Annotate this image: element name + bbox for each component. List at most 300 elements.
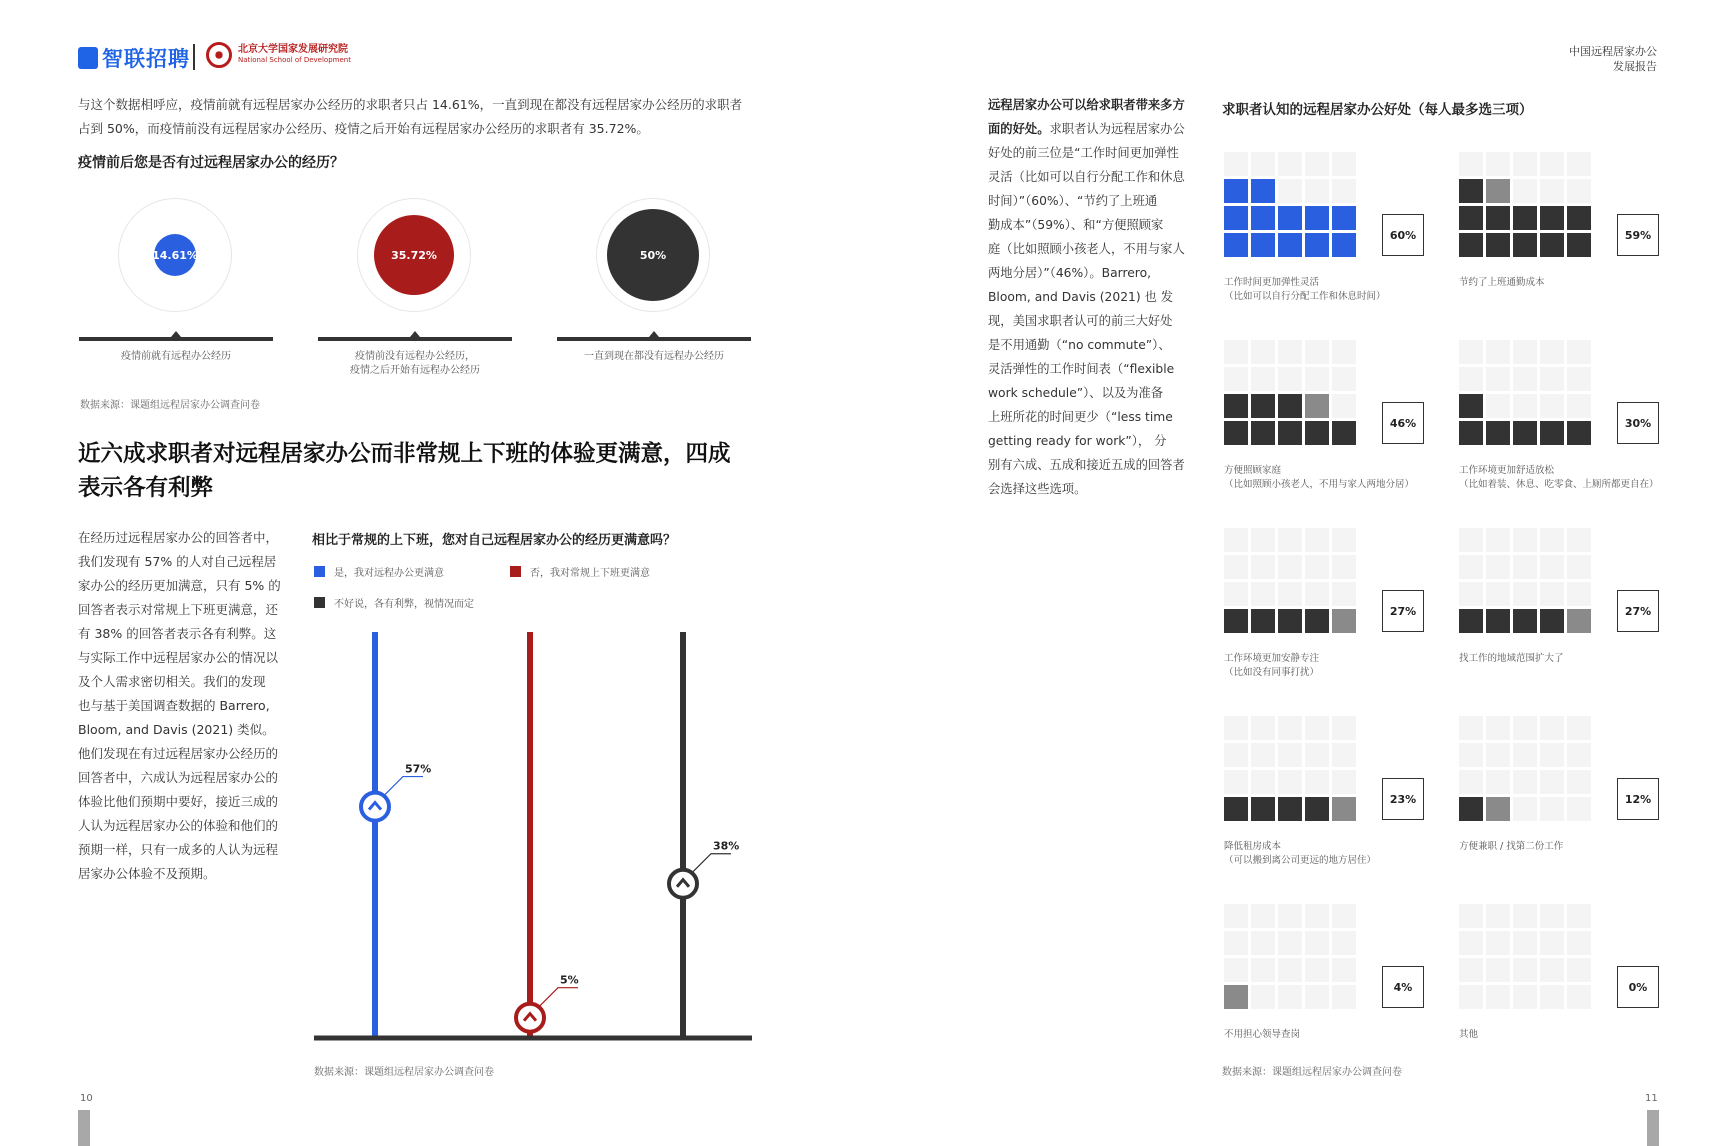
waffle-grid xyxy=(1224,528,1356,633)
waffle-cell xyxy=(1513,340,1537,364)
chart-leader-line xyxy=(540,988,578,1006)
waffle-cell xyxy=(1332,555,1356,579)
waffle-cell xyxy=(1278,958,1302,982)
body-line xyxy=(988,165,1193,189)
waffle-cell xyxy=(1459,716,1483,740)
waffle-cell xyxy=(1513,367,1537,391)
waffle-cell xyxy=(1305,797,1329,821)
pku-logo-cn: 北京大学国家发展研究院 xyxy=(238,44,348,55)
circle-stat-label-line: 疫情前没有远程办公经历， xyxy=(355,351,475,362)
waffle-cell xyxy=(1567,609,1591,633)
waffle-cell xyxy=(1540,743,1564,767)
body-line xyxy=(988,309,1193,333)
waffle-grid xyxy=(1459,716,1591,821)
circle-stat-fill xyxy=(154,234,196,276)
waffle-cell xyxy=(1332,797,1356,821)
waffle-cell xyxy=(1332,152,1356,176)
body-line-text: 勤成本”（59%）、和“方便照顾家 xyxy=(988,218,1164,232)
waffle-cell xyxy=(1278,528,1302,552)
waffle-percentage: 46% xyxy=(1382,402,1424,444)
waffle-cell xyxy=(1486,770,1510,794)
waffle-cell xyxy=(1486,394,1510,418)
legend-label: 是，我对远程办公更满意 xyxy=(334,568,444,579)
circle-stat-fill xyxy=(607,209,699,301)
waffle-percentage: 12% xyxy=(1617,778,1659,820)
waffle-cell xyxy=(1540,609,1564,633)
body-line: 回答者中，六成认为远程居家办公的 xyxy=(78,770,279,785)
circle-stat-1 xyxy=(357,198,471,312)
waffle-cell xyxy=(1567,394,1591,418)
waffle-cell xyxy=(1486,743,1510,767)
circle-stat-label-line: 疫情之后开始有远程办公经历 xyxy=(350,365,480,376)
waffle-cell xyxy=(1513,958,1537,982)
chart-value-label: 38% xyxy=(713,839,740,853)
waffle-cell xyxy=(1278,770,1302,794)
waffle-cell xyxy=(1251,743,1275,767)
waffle-cell xyxy=(1567,421,1591,445)
body-line: 预期一样，只有一成多的人认为远程 xyxy=(78,842,279,857)
waffle-cell xyxy=(1305,555,1329,579)
waffle-cell xyxy=(1278,904,1302,928)
waffle-cell xyxy=(1224,528,1248,552)
waffle-cell xyxy=(1513,716,1537,740)
waffle-cell xyxy=(1251,152,1275,176)
waffle-cell xyxy=(1278,233,1302,257)
waffle-cell xyxy=(1224,233,1248,257)
body-text-right xyxy=(988,93,1193,501)
body-line xyxy=(988,381,1193,405)
waffle-cell xyxy=(1459,340,1483,364)
waffle-cell xyxy=(1486,958,1510,982)
waffle-cell xyxy=(1251,797,1275,821)
waffle-cell xyxy=(1332,179,1356,203)
waffle-cell xyxy=(1224,206,1248,230)
body-line: 也与基于美国调查数据的 Barrero, xyxy=(78,698,270,713)
waffle-label xyxy=(1224,464,1414,492)
waffle-cell xyxy=(1332,931,1356,955)
body-line-text: 上班所花的时间更少（“less time xyxy=(988,410,1173,424)
waffle-cell xyxy=(1513,985,1537,1009)
intro-line: 占到 50%，而疫情前没有远程居家办公经历、疫情之后开始有远程居家办公经历的求职者有 35.72%。 xyxy=(78,121,649,136)
waffle-cell xyxy=(1332,340,1356,364)
waffle-cell xyxy=(1224,770,1248,794)
waffle-cell xyxy=(1305,743,1329,767)
waffle-cell xyxy=(1305,394,1329,418)
waffle-cell xyxy=(1459,528,1483,552)
waffle-percentage: 30% xyxy=(1617,402,1659,444)
body-line: 人认为远程居家办公的体验和他们的 xyxy=(78,818,279,833)
waffle-cell xyxy=(1459,958,1483,982)
waffle-cell xyxy=(1540,797,1564,821)
body-line: Bloom, and Davis (2021) 类似。 xyxy=(78,722,275,737)
waffle-cell xyxy=(1567,931,1591,955)
waffle-cell xyxy=(1278,931,1302,955)
waffle-cell xyxy=(1251,528,1275,552)
waffle-cell xyxy=(1486,797,1510,821)
waffle-cell xyxy=(1540,394,1564,418)
body-line xyxy=(988,141,1193,165)
waffle-cell xyxy=(1567,555,1591,579)
waffle-cell xyxy=(1540,985,1564,1009)
waffle-label-line: 方便兼职 / 找第二份工作 xyxy=(1459,841,1564,852)
waffle-cell xyxy=(1459,152,1483,176)
waffle-cell xyxy=(1251,716,1275,740)
waffle-cell xyxy=(1305,904,1329,928)
waffle-cell xyxy=(1567,743,1591,767)
waffle-cell xyxy=(1332,743,1356,767)
waffle-cell xyxy=(1224,797,1248,821)
satisfaction-chart xyxy=(300,620,770,1050)
body-line-text: 别有六成、五成和接近五成的回答者 xyxy=(988,458,1185,472)
waffle-cell xyxy=(1224,904,1248,928)
waffle-cell xyxy=(1540,340,1564,364)
waffle-cell xyxy=(1305,367,1329,391)
waffle-cell xyxy=(1540,904,1564,928)
waffle-label-line: 工作环境更加安静专注 xyxy=(1224,653,1320,664)
body-line: 家办公的经历更加满意，只有 5% 的 xyxy=(78,578,281,593)
body-line xyxy=(988,333,1193,357)
waffle-cell xyxy=(1459,179,1483,203)
waffle-label-line: 其他 xyxy=(1459,1029,1479,1040)
waffle-cell xyxy=(1513,609,1537,633)
pku-seal-icon xyxy=(206,42,232,68)
circle-stat-value: 14.61% xyxy=(152,248,198,262)
page-number-left: 10 xyxy=(80,1093,93,1104)
waffle-label-line: 不用担心领导查岗 xyxy=(1224,1029,1301,1040)
waffle-cell xyxy=(1486,528,1510,552)
waffle-cell xyxy=(1332,233,1356,257)
body-line: 我们发现有 57% 的人对自己远程居 xyxy=(78,554,277,569)
waffle-cell xyxy=(1224,340,1248,364)
waffle-cell xyxy=(1305,770,1329,794)
pku-logo-en: National School of Development xyxy=(238,56,351,64)
waffle-cell xyxy=(1540,931,1564,955)
body-line-text: 现，美国求职者认可的前三大好处 xyxy=(988,314,1173,328)
circle-stat-baseline xyxy=(557,337,751,341)
body-line xyxy=(988,189,1193,213)
waffle-cell xyxy=(1305,985,1329,1009)
chart-leader-line xyxy=(385,777,423,795)
waffle-cell xyxy=(1459,743,1483,767)
chart-leader-line xyxy=(693,854,731,872)
waffle-cell xyxy=(1567,179,1591,203)
waffle-cell xyxy=(1486,904,1510,928)
body-line xyxy=(988,93,1193,117)
body-line: 与实际工作中远程居家办公的情况以 xyxy=(78,650,279,665)
waffle-label xyxy=(1459,652,1564,666)
section-heading xyxy=(78,437,768,505)
section-heading-line: 表示各有利弊 xyxy=(78,475,214,501)
waffle-cell xyxy=(1278,582,1302,606)
waffle-cell xyxy=(1224,743,1248,767)
report-title-line1: 中国远程居家办公 xyxy=(1569,45,1657,58)
waffle-cell xyxy=(1332,609,1356,633)
section-heading-line: 近六成求职者对远程居家办公而非常规上下班的体验更满意，四成 xyxy=(78,441,731,467)
chart-marker xyxy=(361,793,389,821)
waffle-grid xyxy=(1224,340,1356,445)
waffle-cell xyxy=(1540,528,1564,552)
waffle-cell xyxy=(1278,985,1302,1009)
waffle-label-line: 降低租房成本 xyxy=(1224,841,1282,852)
waffle-label-line: （比如没有同事打扰） xyxy=(1224,667,1320,678)
page-number-right: 11 xyxy=(1645,1093,1658,1104)
waffle-cell xyxy=(1278,555,1302,579)
waffle-cell xyxy=(1540,958,1564,982)
waffle-cell xyxy=(1251,206,1275,230)
waffle-cell xyxy=(1305,528,1329,552)
waffle-cell xyxy=(1305,152,1329,176)
waffle-cell xyxy=(1224,716,1248,740)
waffle-percentage: 27% xyxy=(1382,590,1424,632)
waffle-grid xyxy=(1459,528,1591,633)
waffle-cell xyxy=(1332,770,1356,794)
body-line-text: getting ready for work”）， 分 xyxy=(988,434,1167,448)
waffle-cell xyxy=(1224,931,1248,955)
waffle-cell xyxy=(1459,206,1483,230)
waffle-cell xyxy=(1513,152,1537,176)
waffle-cell xyxy=(1332,421,1356,445)
waffle-cell xyxy=(1567,233,1591,257)
body-line xyxy=(988,213,1193,237)
waffle-grid xyxy=(1459,340,1591,445)
body-line: 他们发现在有过远程居家办公经历的 xyxy=(78,746,279,761)
waffle-percentage: 60% xyxy=(1382,214,1424,256)
body-line xyxy=(988,357,1193,381)
report-title-line2: 发展报告 xyxy=(1613,60,1657,73)
body-line xyxy=(988,261,1193,285)
waffle-cell xyxy=(1305,716,1329,740)
waffle-label xyxy=(1459,1028,1478,1042)
waffle-cell xyxy=(1332,582,1356,606)
waffle-cell xyxy=(1567,152,1591,176)
waffle-cell xyxy=(1513,233,1537,257)
waffle-cell xyxy=(1251,609,1275,633)
circle-stat-label xyxy=(315,350,515,378)
waffle-cell xyxy=(1305,233,1329,257)
body-line-text: 时间）”（60%）、“节约了上班通 xyxy=(988,194,1158,208)
waffle-cell xyxy=(1332,985,1356,1009)
body-line-text: 两地分居）”（46%）。Barrero, xyxy=(988,266,1152,280)
waffle-cell xyxy=(1278,179,1302,203)
legend-swatch xyxy=(510,566,521,577)
waffle-grid xyxy=(1224,152,1356,257)
page-marker-right xyxy=(1647,1110,1659,1146)
waffle-cell xyxy=(1224,985,1248,1009)
waffle-cell xyxy=(1251,958,1275,982)
waffle-cell xyxy=(1486,206,1510,230)
waffle-cell xyxy=(1251,367,1275,391)
body-line: 居家办公体验不及预期。 xyxy=(78,866,216,881)
waffle-label xyxy=(1459,276,1545,290)
body-line-text: 会选择这些选项。 xyxy=(988,482,1087,496)
waffle-cell xyxy=(1459,985,1483,1009)
waffle-cell xyxy=(1278,797,1302,821)
waffle-cell xyxy=(1513,528,1537,552)
waffle-label-line: （比如着装、休息、吃零食、上厕所都更自在） xyxy=(1459,479,1659,490)
waffle-cell xyxy=(1278,367,1302,391)
body-line xyxy=(988,237,1193,261)
circle-stat-value: 50% xyxy=(639,248,667,262)
waffle-cell xyxy=(1224,152,1248,176)
waffle-cell xyxy=(1513,770,1537,794)
waffle-cell xyxy=(1251,179,1275,203)
waffle-cell xyxy=(1513,743,1537,767)
waffle-cell xyxy=(1567,797,1591,821)
circle-stat-label-line: 一直到现在都没有远程办公经历 xyxy=(584,351,724,362)
waffle-cell xyxy=(1486,421,1510,445)
waffle-cell xyxy=(1251,421,1275,445)
chart-value-label: 5% xyxy=(560,973,579,987)
waffle-cell xyxy=(1540,555,1564,579)
circle-stat-label xyxy=(554,350,754,364)
body-line xyxy=(988,285,1193,309)
waffle-cell xyxy=(1459,904,1483,928)
waffle-cell xyxy=(1332,904,1356,928)
body-line xyxy=(988,405,1193,429)
data-source-3: 数据来源：课题组远程居家办公调查问卷 xyxy=(1222,1067,1402,1078)
waffle-percentage: 23% xyxy=(1382,778,1424,820)
waffle-cell xyxy=(1486,582,1510,606)
waffle-cell xyxy=(1278,609,1302,633)
circle-stat-2 xyxy=(596,198,710,312)
waffle-cell xyxy=(1305,609,1329,633)
waffle-cell xyxy=(1224,582,1248,606)
waffle-cell xyxy=(1251,340,1275,364)
legend-item-neutral xyxy=(314,595,474,610)
waffle-cell xyxy=(1278,421,1302,445)
data-source-1: 数据来源：课题组远程居家办公调查问卷 xyxy=(80,400,260,411)
waffle-cell xyxy=(1567,528,1591,552)
waffle-cell xyxy=(1332,206,1356,230)
waffle-cell xyxy=(1486,367,1510,391)
waffle-percentage: 27% xyxy=(1617,590,1659,632)
waffle-cell xyxy=(1513,179,1537,203)
waffle-cell xyxy=(1332,367,1356,391)
waffle-label xyxy=(1459,464,1659,492)
legend-label: 否，我对常规上下班更满意 xyxy=(530,568,650,579)
waffle-grid xyxy=(1224,716,1356,821)
logo-divider xyxy=(193,44,195,70)
body-line: 回答者表示对常规上下班更满意，还 xyxy=(78,602,279,617)
waffle-cell xyxy=(1459,609,1483,633)
waffle-cell xyxy=(1513,904,1537,928)
waffle-cell xyxy=(1224,609,1248,633)
waffle-cell xyxy=(1224,394,1248,418)
intro-line: 与这个数据相呼应，疫情前就有远程居家办公经历的求职者只占 14.61%，一直到现在都没有远程居家办公经历的求职者 xyxy=(78,97,743,112)
waffle-cell xyxy=(1332,394,1356,418)
circle-stat-baseline xyxy=(318,337,512,341)
waffle-percentage: 0% xyxy=(1617,966,1659,1008)
waffle-cell xyxy=(1486,340,1510,364)
waffle-cell xyxy=(1251,233,1275,257)
body-line-text: 是不用通勤（“no commute”）、 xyxy=(988,338,1171,352)
waffle-cell xyxy=(1459,797,1483,821)
waffle-cell xyxy=(1486,152,1510,176)
waffle-cell xyxy=(1459,931,1483,955)
waffle-cell xyxy=(1251,582,1275,606)
waffle-label-line: （比如照顾小孩老人，不用与家人两地分居） xyxy=(1224,479,1415,490)
waffle-cell xyxy=(1567,206,1591,230)
waffle-cell xyxy=(1278,152,1302,176)
body-line-text: Bloom, and Davis (2021) 也 发 xyxy=(988,290,1174,304)
waffle-cell xyxy=(1224,555,1248,579)
waffle-cell xyxy=(1513,555,1537,579)
body-line-text: 求职者认为远程居家办公 xyxy=(1049,122,1185,136)
waffle-cell xyxy=(1540,770,1564,794)
waffle-cell xyxy=(1305,421,1329,445)
waffle-cell xyxy=(1459,770,1483,794)
waffle-cell xyxy=(1540,716,1564,740)
waffle-cell xyxy=(1540,233,1564,257)
waffle-cell xyxy=(1486,179,1510,203)
waffle-grid xyxy=(1224,904,1356,1009)
waffle-cell xyxy=(1305,582,1329,606)
waffle-cell xyxy=(1278,206,1302,230)
legend-swatch xyxy=(314,597,325,608)
waffle-label xyxy=(1224,840,1376,868)
waffle-cell xyxy=(1567,985,1591,1009)
legend-swatch xyxy=(314,566,325,577)
waffle-cell xyxy=(1459,394,1483,418)
waffle-cell xyxy=(1567,958,1591,982)
chart-value-label: 57% xyxy=(405,762,432,776)
zhilian-logo-text: 智联招聘 xyxy=(102,47,190,71)
waffle-cell xyxy=(1513,582,1537,606)
question1-title: 疫情前后您是否有过远程居家办公的经历？ xyxy=(78,155,344,171)
body-text-left xyxy=(78,526,288,886)
waffle-cell xyxy=(1251,770,1275,794)
waffle-cell xyxy=(1540,152,1564,176)
waffle-cell xyxy=(1567,904,1591,928)
waffle-label-line: 找工作的地域范围扩大了 xyxy=(1459,653,1564,664)
waffle-cell xyxy=(1278,743,1302,767)
waffle-label-line: 工作时间更加弹性灵活 xyxy=(1224,277,1320,288)
body-line-text: 灵活（比如可以自行分配工作和休息 xyxy=(988,170,1185,184)
circle-stat-label-line: 疫情前就有远程办公经历 xyxy=(121,351,231,362)
body-line xyxy=(988,477,1193,501)
waffle-cell xyxy=(1305,340,1329,364)
body-line-text: work schedule”）、以及为准备 xyxy=(988,386,1164,400)
waffle-cell xyxy=(1459,421,1483,445)
waffle-cell xyxy=(1332,716,1356,740)
body-line xyxy=(988,453,1193,477)
waffle-cell xyxy=(1513,797,1537,821)
waffle-cell xyxy=(1459,367,1483,391)
waffle-label xyxy=(1224,1028,1300,1042)
waffle-cell xyxy=(1567,367,1591,391)
waffle-cell xyxy=(1567,582,1591,606)
question2-title: 相比于常规的上下班，您对自己远程居家办公的经历更满意吗？ xyxy=(312,533,677,548)
waffle-cell xyxy=(1486,555,1510,579)
body-line xyxy=(988,117,1193,141)
pku-nsd-logo xyxy=(206,42,351,68)
waffle-cell xyxy=(1459,233,1483,257)
body-line: 在经历过远程居家办公的回答者中， xyxy=(78,530,279,545)
waffle-label-line: 工作环境更加舒适放松 xyxy=(1459,465,1555,476)
waffle-cell xyxy=(1224,421,1248,445)
circle-stat-pointer xyxy=(649,331,659,337)
waffle-cell xyxy=(1332,958,1356,982)
waffle-cell xyxy=(1251,394,1275,418)
waffle-cell xyxy=(1224,367,1248,391)
body-line: 有 38% 的回答者表示各有利弊。这 xyxy=(78,626,277,641)
circle-stat-value: 35.72% xyxy=(391,248,437,262)
waffle-cell xyxy=(1567,770,1591,794)
waffle-cell xyxy=(1540,206,1564,230)
waffle-cell xyxy=(1486,233,1510,257)
chart-marker xyxy=(516,1004,544,1032)
waffle-cell xyxy=(1305,931,1329,955)
